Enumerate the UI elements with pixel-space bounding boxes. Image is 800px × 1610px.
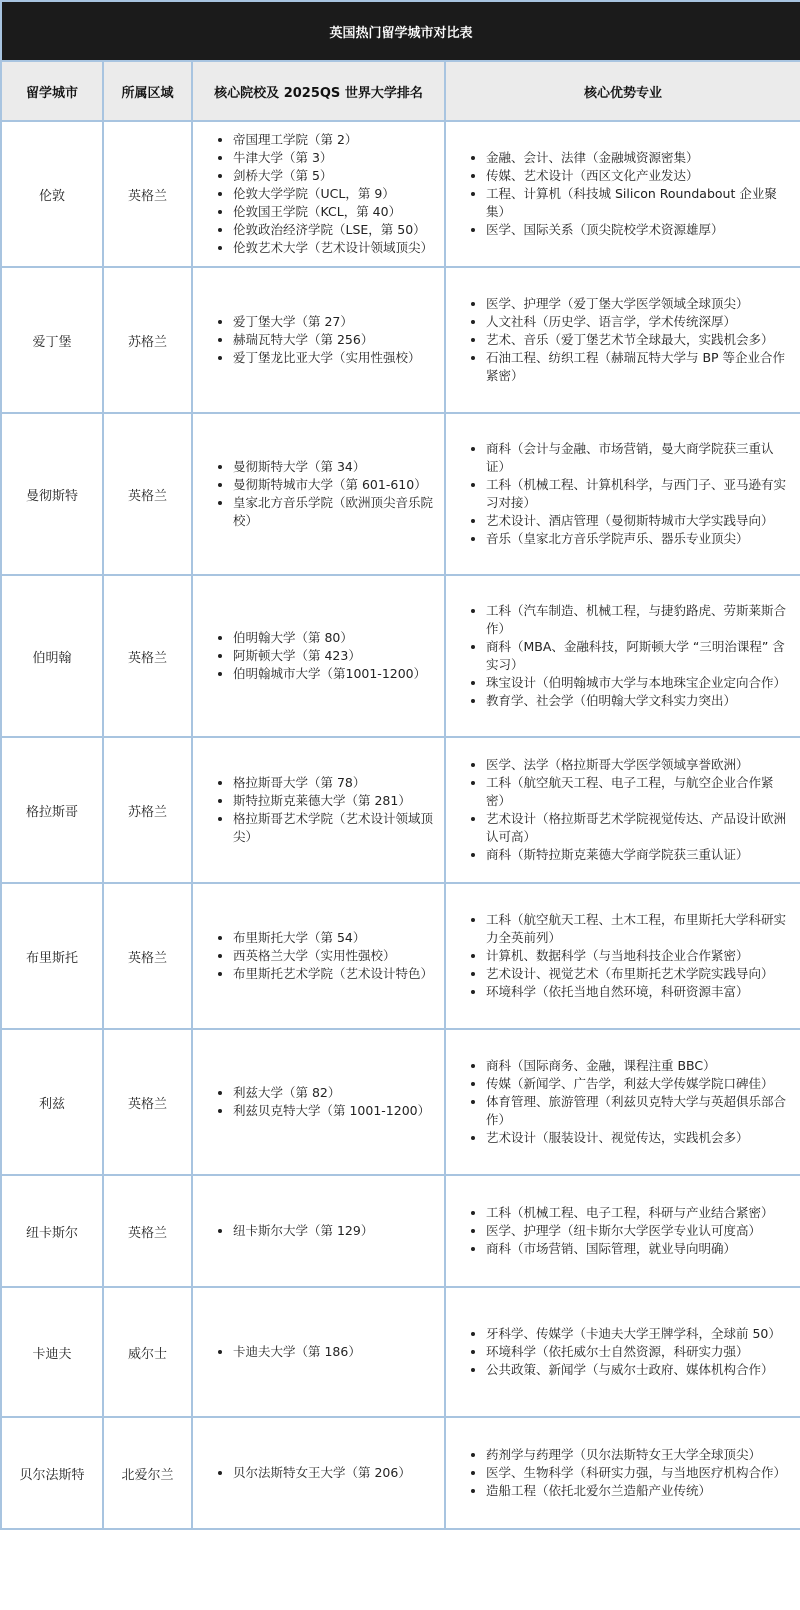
school-item: • 格拉斯哥艺术学院（艺术设计领域顶尖） [233,810,436,846]
major-item: • 艺术设计、酒店管理（曼彻斯特城市大学实践导向） [486,512,792,530]
table-title-row [1,1,800,61]
major-item: • 音乐（皇家北方音乐学院声乐、器乐专业顶尖） [486,530,792,548]
school-item: • 爱丁堡龙比亚大学（实用性强校） [233,349,436,367]
majors-cell [445,1287,800,1417]
header-city: 留学城市 [1,61,103,121]
school-item: • 贝尔法斯特女王大学（第 206） [233,1464,436,1482]
school-item: • 帝国理工学院（第 2） [233,131,436,149]
school-item: • 曼彻斯特大学（第 34） [233,458,436,476]
majors-cell [445,267,800,413]
major-item: • 艺术设计（格拉斯哥艺术学院视觉传达、产品设计欧洲认可高） [486,810,792,846]
school-item: • 皇家北方音乐学院（欧洲顶尖音乐院校） [233,494,436,530]
table-row [1,267,800,413]
major-item: • 传媒、艺术设计（西区文化产业发达） [486,167,792,185]
schools-list [193,774,436,846]
major-item: • 体育管理、旅游管理（利兹贝克特大学与英超俱乐部合作） [486,1093,792,1129]
majors-list [446,1446,792,1500]
region-cell: 英格兰 [103,413,192,575]
major-item: • 造船工程（依托北爱尔兰造船产业传统） [486,1482,792,1500]
major-item: • 工科（汽车制造、机械工程，与捷豹路虎、劳斯莱斯合作） [486,602,792,638]
major-item: • 艺术设计（服装设计、视觉传达，实践机会多） [486,1129,792,1147]
schools-cell [192,413,445,575]
majors-list [446,602,792,710]
city-cell: 格拉斯哥 [1,737,103,883]
school-item: • 利兹贝克特大学（第 1001-1200） [233,1102,436,1120]
major-item: • 工科（机械工程、计算机科学，与西门子、亚马逊有实习对接） [486,476,792,512]
major-item: • 教育学、社会学（伯明翰大学文科实力突出） [486,692,792,710]
table-row [1,883,800,1029]
header-schools: 核心院校及 2025QS 世界大学排名 [192,61,445,121]
major-item: • 艺术、音乐（爱丁堡艺术节全球最大，实践机会多） [486,331,792,349]
major-item: • 工科（航空航天工程、电子工程，与航空企业合作紧密） [486,774,792,810]
majors-list [446,295,792,385]
city-cell: 爱丁堡 [1,267,103,413]
major-item: • 医学、法学（格拉斯哥大学医学领域享誉欧洲） [486,756,792,774]
school-item: • 利兹大学（第 82） [233,1084,436,1102]
schools-list [193,1343,436,1361]
majors-cell [445,575,800,737]
header-region: 所属区域 [103,61,192,121]
school-item: • 斯特拉斯克莱德大学（第 281） [233,792,436,810]
schools-cell [192,267,445,413]
majors-list [446,1204,792,1258]
city-cell: 伯明翰 [1,575,103,737]
major-item: • 医学、护理学（爱丁堡大学医学领域全球顶尖） [486,295,792,313]
school-item: • 曼彻斯特城市大学（第 601-610） [233,476,436,494]
region-cell: 英格兰 [103,1029,192,1175]
school-item: • 纽卡斯尔大学（第 129） [233,1222,436,1240]
schools-list [193,629,436,683]
region-cell: 英格兰 [103,1175,192,1287]
major-item: • 牙科学、传媒学（卡迪夫大学王牌学科，全球前 50） [486,1325,792,1343]
major-item: • 商科（国际商务、金融，课程注重 BBC） [486,1057,792,1075]
majors-list [446,1057,792,1147]
city-cell: 利兹 [1,1029,103,1175]
city-cell: 贝尔法斯特 [1,1417,103,1529]
majors-cell [445,737,800,883]
schools-cell [192,1287,445,1417]
majors-list [446,911,792,1001]
major-item: • 工科（航空航天工程、土木工程，布里斯托大学科研实力全英前列） [486,911,792,947]
school-item: • 卡迪夫大学（第 186） [233,1343,436,1361]
schools-list [193,458,436,530]
table-row [1,413,800,575]
schools-list [193,929,436,983]
table-body [1,121,800,1529]
major-item: • 环境科学（依托当地自然环境，科研资源丰富） [486,983,792,1001]
majors-list [446,1325,792,1379]
schools-cell [192,883,445,1029]
majors-cell [445,121,800,267]
school-item: • 格拉斯哥大学（第 78） [233,774,436,792]
majors-cell [445,1417,800,1529]
table-row [1,1175,800,1287]
major-item: • 商科（MBA、金融科技，阿斯顿大学 “三明治课程” 含实习） [486,638,792,674]
school-item: • 布里斯托艺术学院（艺术设计特色） [233,965,436,983]
region-cell: 苏格兰 [103,267,192,413]
major-item: • 工科（机械工程、电子工程，科研与产业结合紧密） [486,1204,792,1222]
school-item: • 布里斯托大学（第 54） [233,929,436,947]
major-item: • 石油工程、纺织工程（赫瑞瓦特大学与 BP 等企业合作紧密） [486,349,792,385]
school-item: • 阿斯顿大学（第 423） [233,647,436,665]
major-item: • 商科（斯特拉斯克莱德大学商学院获三重认证） [486,846,792,864]
city-cell: 伦敦 [1,121,103,267]
major-item: • 计算机、数据科学（与当地科技企业合作紧密） [486,947,792,965]
major-item: • 公共政策、新闻学（与威尔士政府、媒体机构合作） [486,1361,792,1379]
schools-cell [192,737,445,883]
school-item: • 牛津大学（第 3） [233,149,436,167]
major-item: • 人文社科（历史学、语言学，学术传统深厚） [486,313,792,331]
school-item: • 伯明翰城市大学（第1001-1200） [233,665,436,683]
majors-cell [445,1175,800,1287]
school-item: • 伦敦大学学院（UCL，第 9） [233,185,436,203]
school-item: • 剑桥大学（第 5） [233,167,436,185]
schools-list [193,1222,436,1240]
school-item: • 伦敦国王学院（KCL，第 40） [233,203,436,221]
region-cell: 北爱尔兰 [103,1417,192,1529]
table-row [1,121,800,267]
majors-cell [445,1029,800,1175]
school-item: • 伦敦政治经济学院（LSE，第 50） [233,221,436,239]
table-row [1,1417,800,1529]
region-cell: 苏格兰 [103,737,192,883]
schools-list [193,313,436,367]
schools-cell [192,1417,445,1529]
major-item: • 工程、计算机（科技城 Silicon Roundabout 企业聚集） [486,185,792,221]
schools-cell [192,575,445,737]
schools-list [193,131,436,257]
majors-list [446,756,792,864]
major-item: • 商科（市场营销、国际管理，就业导向明确） [486,1240,792,1258]
table-header-row [1,61,800,121]
city-cell: 曼彻斯特 [1,413,103,575]
schools-list [193,1464,436,1482]
majors-list [446,149,792,239]
schools-list [193,1084,436,1120]
major-item: • 医学、护理学（纽卡斯尔大学医学专业认可度高） [486,1222,792,1240]
major-item: • 艺术设计、视觉艺术（布里斯托艺术学院实践导向） [486,965,792,983]
major-item: • 传媒（新闻学、广告学，利兹大学传媒学院口碑佳） [486,1075,792,1093]
table-row [1,1287,800,1417]
region-cell: 英格兰 [103,121,192,267]
school-item: • 赫瑞瓦特大学（第 256） [233,331,436,349]
city-cell: 纽卡斯尔 [1,1175,103,1287]
table-row [1,737,800,883]
majors-cell [445,883,800,1029]
major-item: • 商科（会计与金融、市场营销，曼大商学院获三重认证） [486,440,792,476]
region-cell: 英格兰 [103,883,192,1029]
major-item: • 金融、会计、法律（金融城资源密集） [486,149,792,167]
schools-cell [192,1175,445,1287]
schools-cell [192,121,445,267]
school-item: • 伦敦艺术大学（艺术设计领域顶尖） [233,239,436,257]
major-item: • 药剂学与药理学（贝尔法斯特女王大学全球顶尖） [486,1446,792,1464]
major-item: • 医学、生物科学（科研实力强，与当地医疗机构合作） [486,1464,792,1482]
table-title: 英国热门留学城市对比表 [1,1,800,61]
major-item: • 环境科学（依托威尔士自然资源，科研实力强） [486,1343,792,1361]
schools-cell [192,1029,445,1175]
school-item: • 爱丁堡大学（第 27） [233,313,436,331]
school-item: • 西英格兰大学（实用性强校） [233,947,436,965]
major-item: • 珠宝设计（伯明翰城市大学与本地珠宝企业定向合作） [486,674,792,692]
majors-list [446,440,792,548]
majors-cell [445,413,800,575]
region-cell: 威尔士 [103,1287,192,1417]
school-item: • 伯明翰大学（第 80） [233,629,436,647]
city-cell: 卡迪夫 [1,1287,103,1417]
table-row [1,1029,800,1175]
region-cell: 英格兰 [103,575,192,737]
table-row [1,575,800,737]
city-cell: 布里斯托 [1,883,103,1029]
major-item: • 医学、国际关系（顶尖院校学术资源雄厚） [486,221,792,239]
header-majors: 核心优势专业 [445,61,800,121]
